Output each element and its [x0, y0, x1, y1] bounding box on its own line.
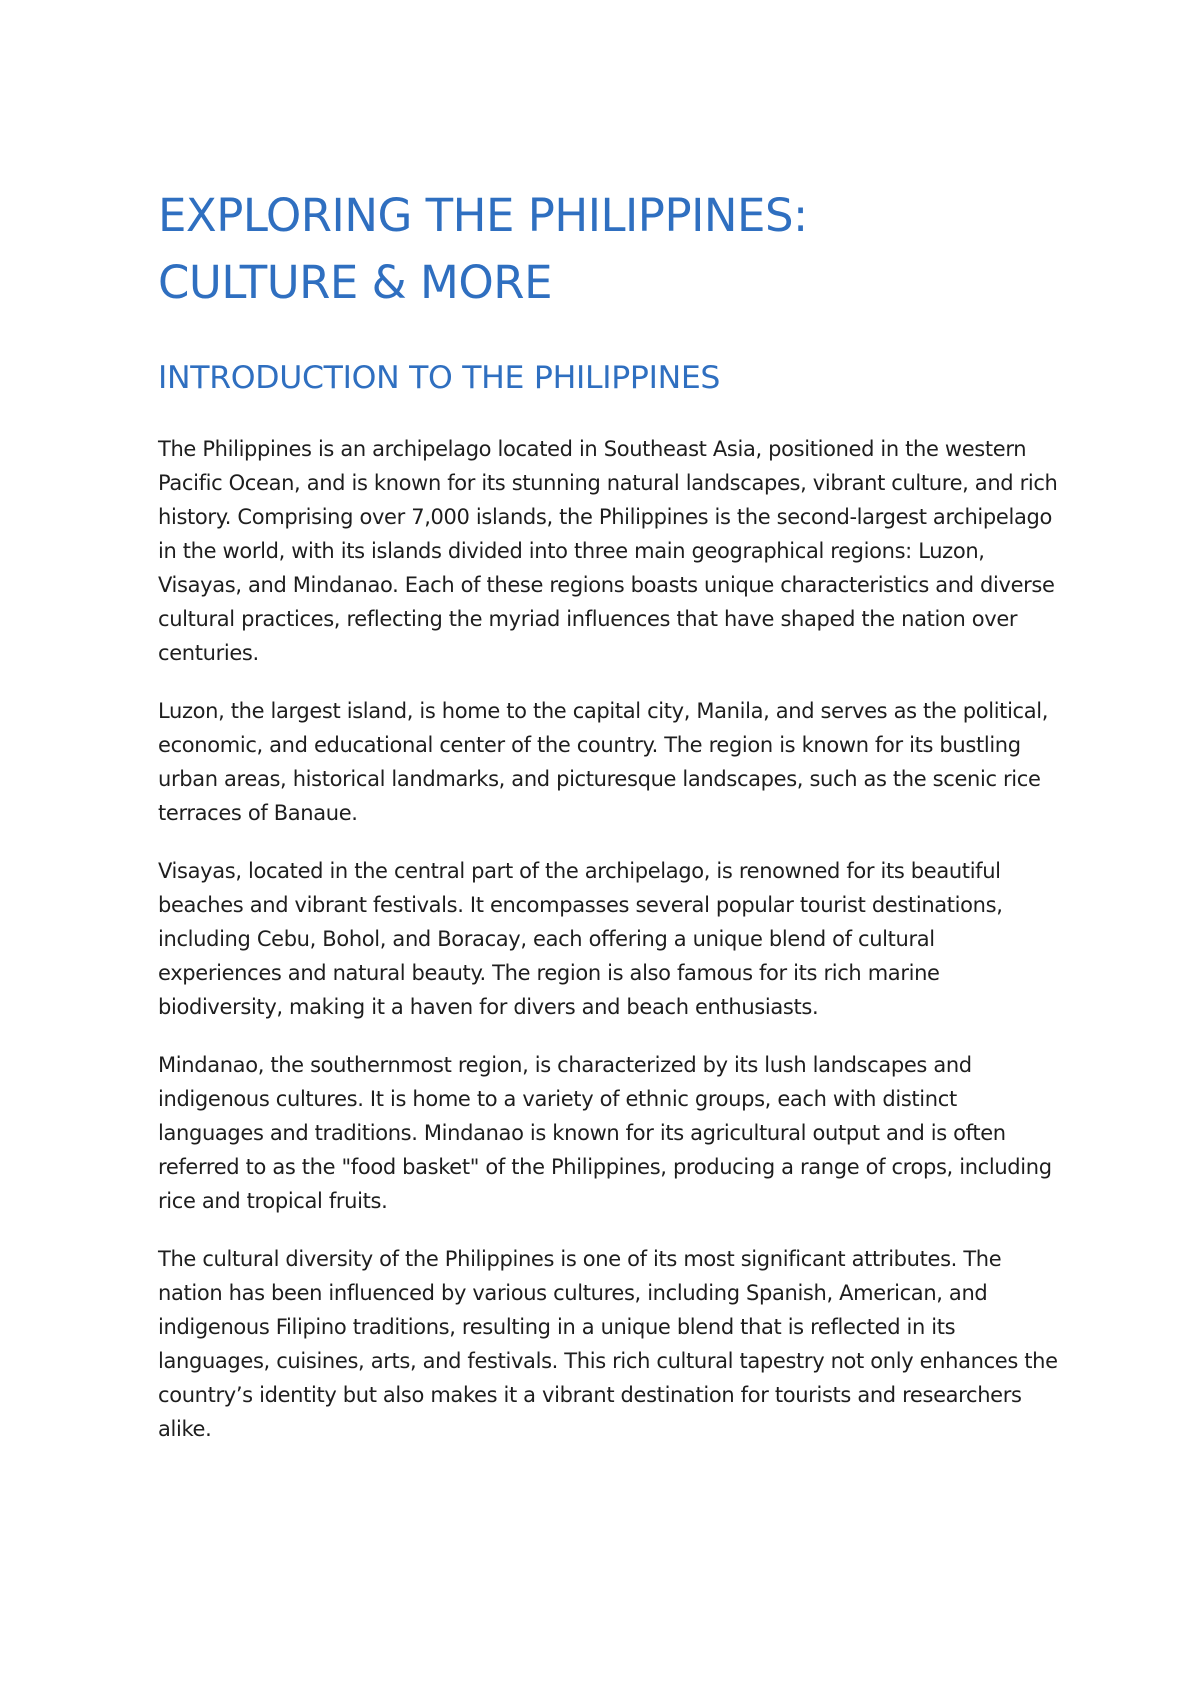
document-title-line-1: EXPLORING THE PHILIPPINES: [158, 189, 808, 242]
introduction-body [158, 432, 1058, 1446]
paragraph-cultural-diversity: The cultural diversity of the Philippines is one of its most significant attributes. The nation has been influenced by various cultures, including Spanish, American, and indigenous Filipino traditions, resulting in a unique blend that is reflected in its languages, cuisines, arts, and festivals. This rich cultural tapestry not only enhances the country’s identity but also makes it a vibrant destination for tourists and researchers alike. [158, 1247, 1058, 1441]
paragraph-luzon: Luzon, the largest island, is home to the capital city, Manila, and serves as the political, economic, and educational center of the country. The region is known for its bustling urban areas, historical landmarks, and picturesque landscapes, such as the scenic rice terraces of Banaue. [158, 699, 1049, 825]
document-title-line-2: CULTURE & MORE [158, 256, 553, 309]
paragraph-visayas: Visayas, located in the central part of the archipelago, is renowned for its beautiful beaches and vibrant festivals. It encompasses several popular tourist destinations, including Cebu, Bohol, and Boracay, each offering a unique blend of cultural experiences and natural beauty. The region is also famous for its rich marine biodiversity, making it a haven for divers and beach enthusiasts. [158, 859, 1003, 1019]
paragraph-mindanao: Mindanao, the southernmost region, is characterized by its lush landscapes and indigenous cultures. It is home to a variety of ethnic groups, each with distinct languages and traditions. Mindanao is known for its agricultural output and is often referred to as the "food basket" of the Philippines, producing a range of crops, including rice and tropical fruits. [158, 1053, 1052, 1213]
paragraph-overview: The Philippines is an archipelago located in Southeast Asia, positioned in the western Pacific Ocean, and is known for its stunning natural landscapes, vibrant culture, and rich history. Comprising over 7,000 islands, the Philippines is the second-largest archipelago in the world, with its islands divided into three main geographical regions: Luzon, Visayas, and Mindanao. Each of these regions boasts unique characteristics and diverse cultural practices, reflecting the myriad influences that have shaped the nation over centuries. [158, 437, 1058, 665]
section-heading-introduction: INTRODUCTION TO THE PHILIPPINES [158, 360, 721, 396]
document-content [158, 182, 1058, 1446]
document-title [158, 182, 1058, 316]
